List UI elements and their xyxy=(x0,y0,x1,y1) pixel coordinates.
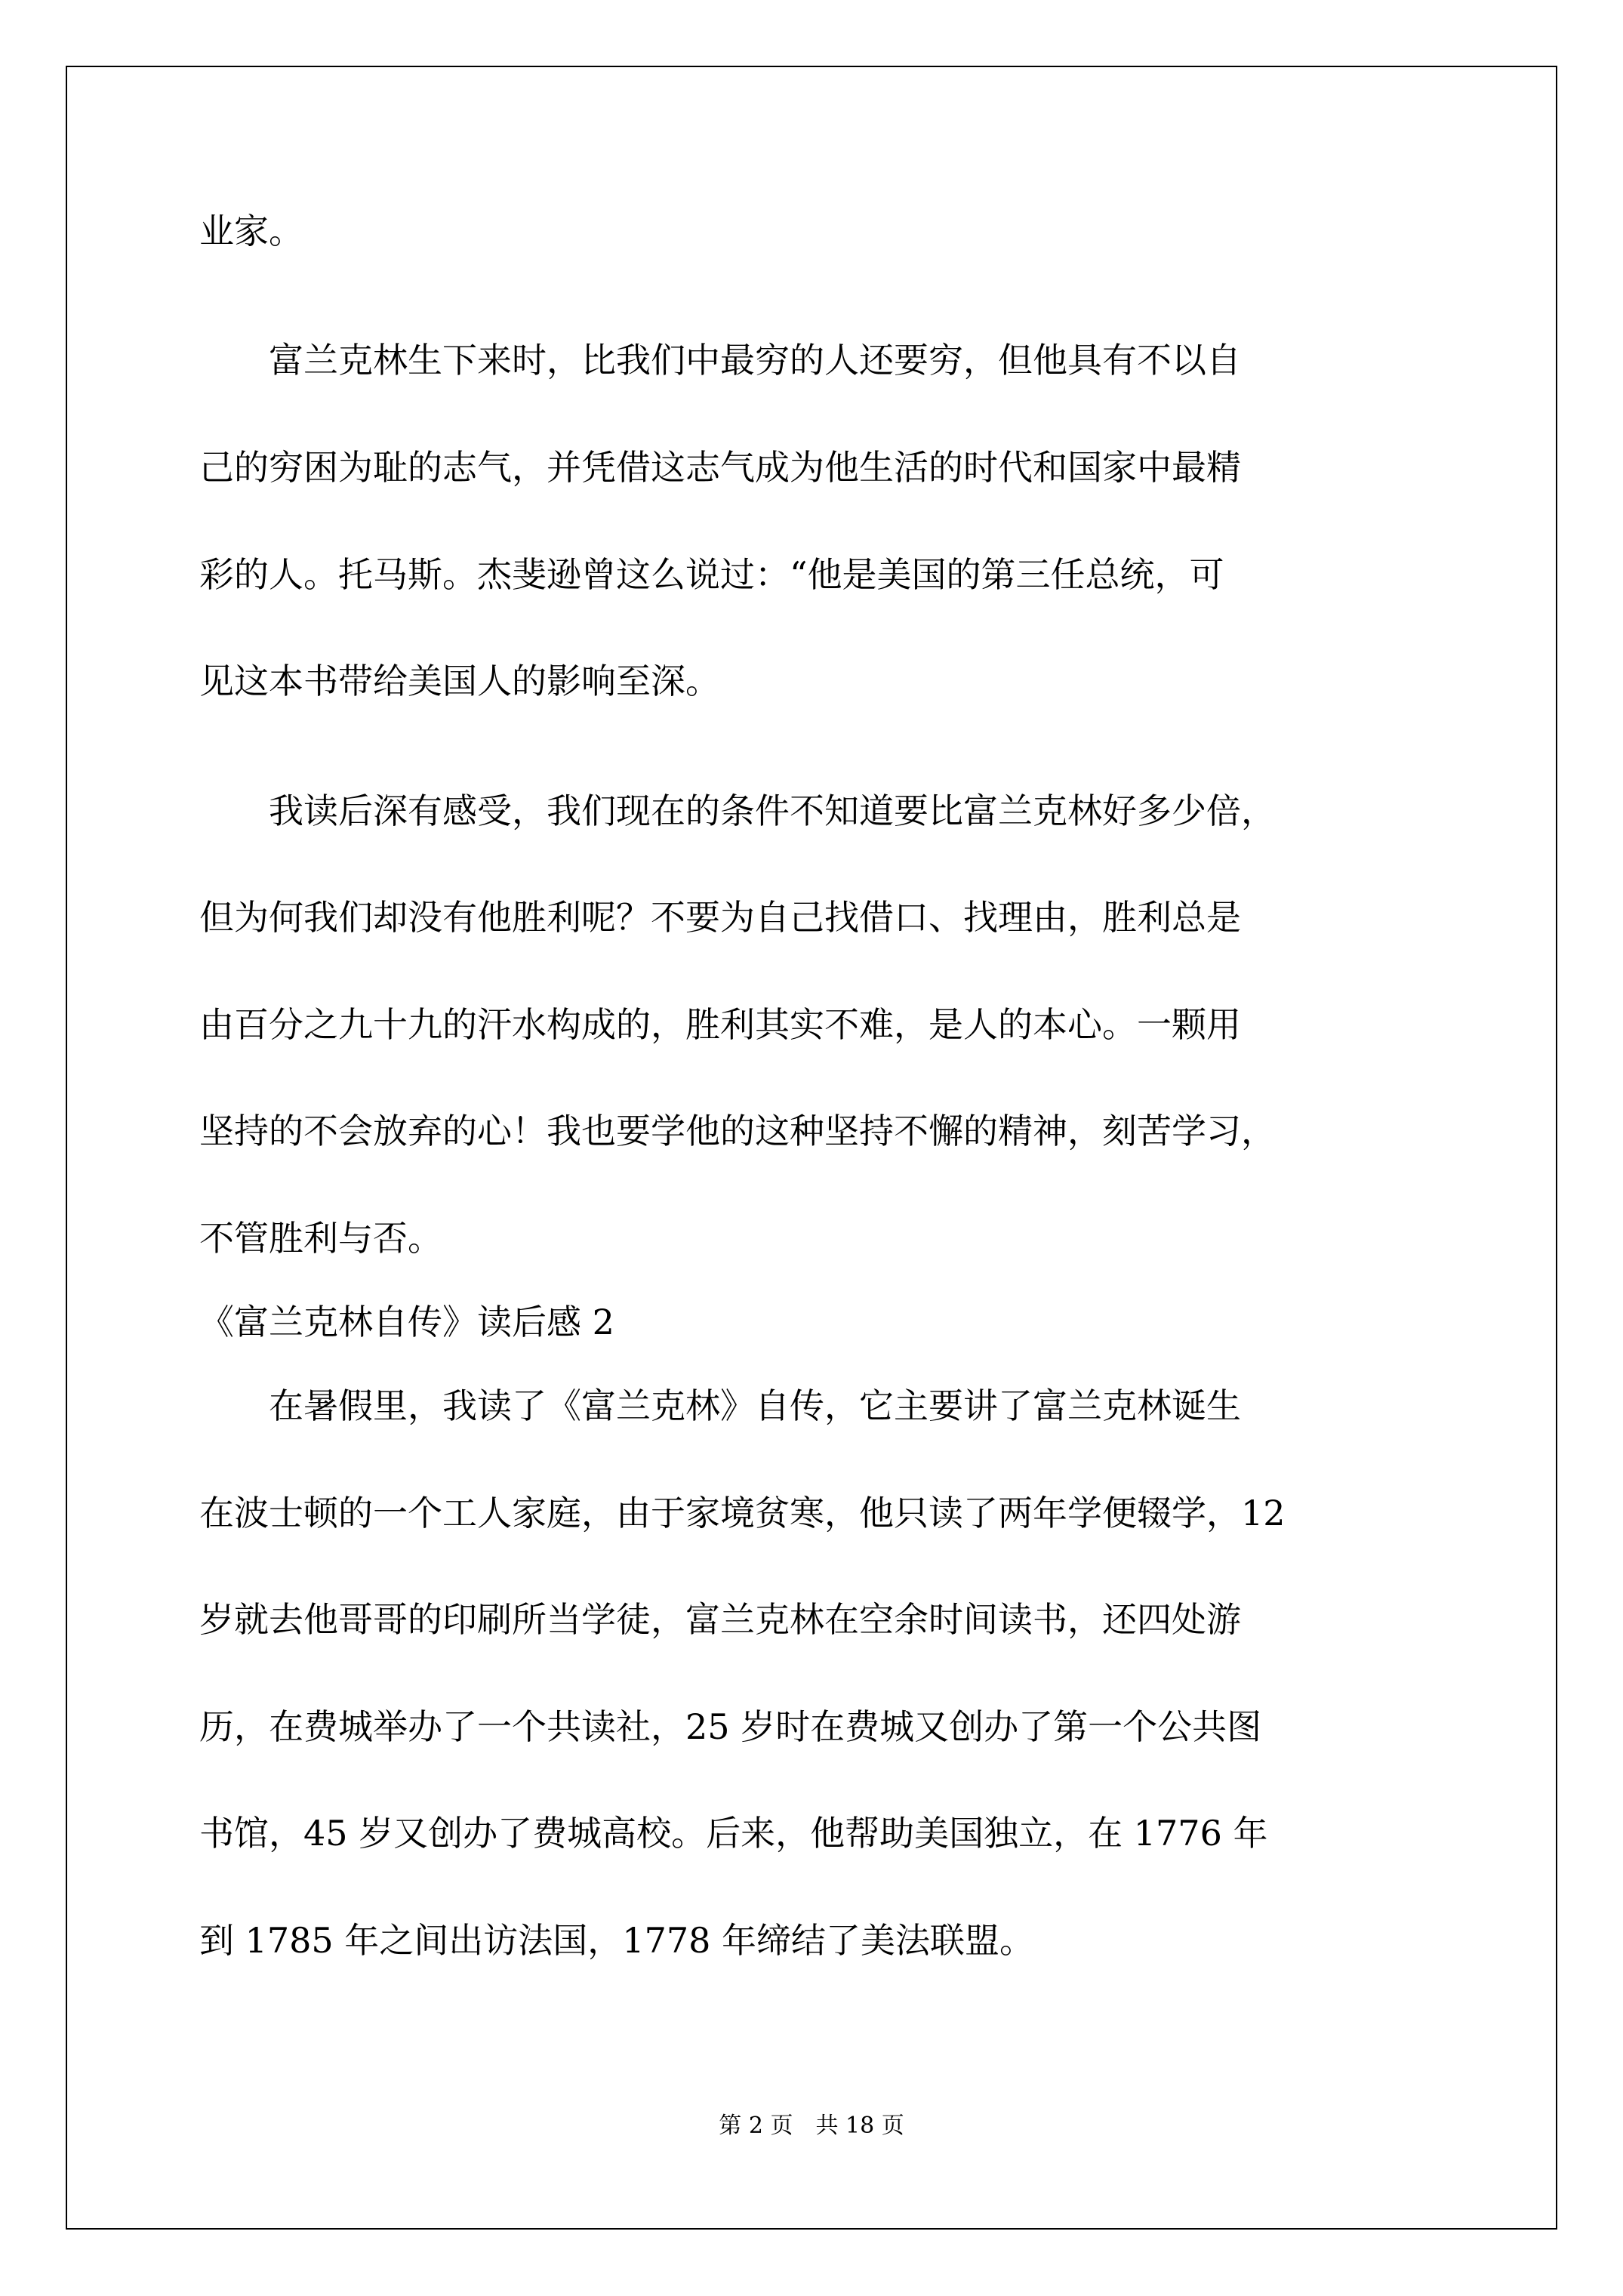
text-line: 在波士顿的一个工人家庭，由于家境贫寒，他只读了两年学便辍学，12 xyxy=(199,1493,1286,1533)
text-line: 富兰克林生下来时，比我们中最穷的人还要穷，但他具有不以自 xyxy=(199,340,1241,381)
text-line: 岁就去他哥哥的印刷所当学徒，富兰克林在空余时间读书，还四处游 xyxy=(199,1599,1241,1640)
text-line: 坚持的不会放弃的心！我也要学他的这种坚持不懈的精神，刻苦学习， xyxy=(199,1111,1276,1151)
text-line: 不管胜利与否。 xyxy=(199,1218,442,1259)
text-line: 到 1785 年之间出访法国，1778 年缔结了美法联盟。 xyxy=(199,1920,1034,1961)
text-line: 彩的人。托马斯。杰斐逊曾这么说过：“他是美国的第三任总统，可 xyxy=(199,554,1224,595)
page-footer: 第 2 页 共 18 页 xyxy=(719,2113,904,2139)
text-line: 见这本书带给美国人的影响至深。 xyxy=(199,661,720,701)
text-line: 己的穷困为耻的志气，并凭借这志气成为他生活的时代和国家中最精 xyxy=(199,447,1241,488)
text-line: 我读后深有感受，我们现在的条件不知道要比富兰克林好多少倍， xyxy=(199,791,1276,831)
text-line: 历，在费城举办了一个共读社，25 岁时在费城又创办了第一个公共图 xyxy=(199,1706,1262,1747)
section-heading: 《富兰克林自传》读后感 2 xyxy=(199,1302,614,1342)
text-line: 业家。 xyxy=(199,211,303,251)
text-line: 但为何我们却没有他胜利呢？不要为自己找借口、找理由，胜利总是 xyxy=(199,897,1241,938)
text-line: 由百分之九十九的汗水构成的，胜利其实不难，是人的本心。一颗用 xyxy=(199,1004,1241,1045)
text-line: 书馆，45 岁又创办了费城高校。后来，他帮助美国独立，在 1776 年 xyxy=(199,1813,1268,1854)
text-line: 在暑假里，我读了《富兰克林》自传，它主要讲了富兰克林诞生 xyxy=(199,1385,1241,1426)
